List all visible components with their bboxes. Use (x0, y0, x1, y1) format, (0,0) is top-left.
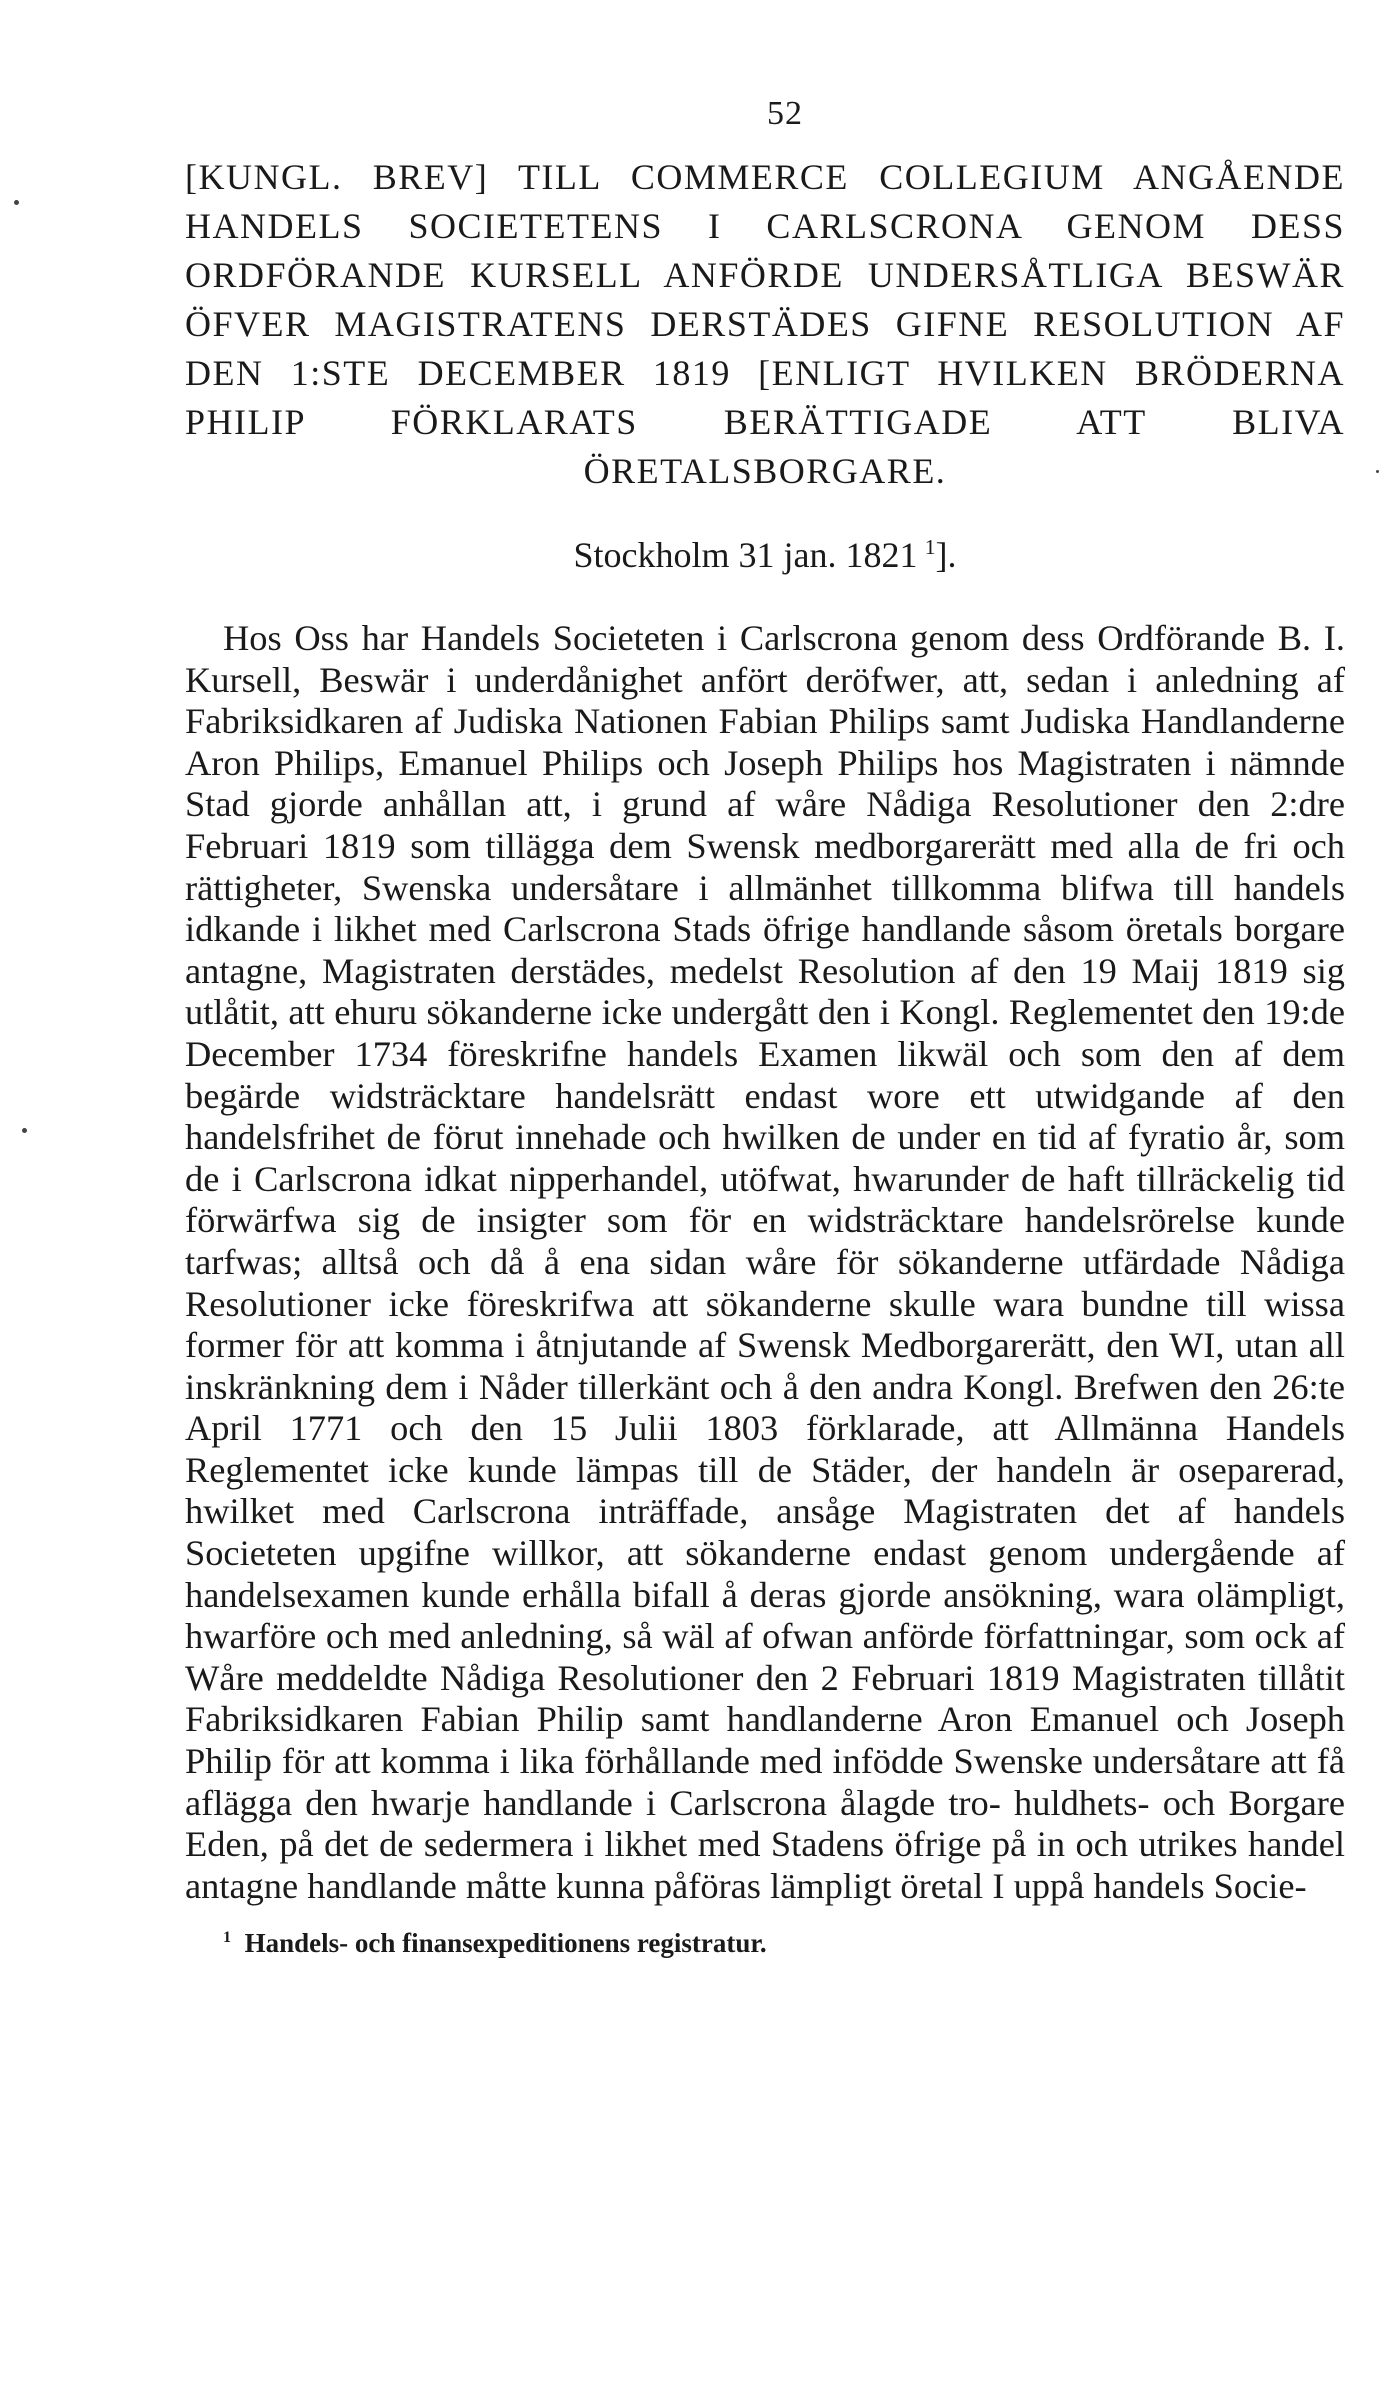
footnote-marker: 1 (223, 1928, 232, 1947)
footnote (223, 1925, 1345, 1961)
dateline-footnote-marker: 1 (924, 535, 936, 559)
footnote-text: Handels- och finansexpeditionens registratur. (244, 1928, 767, 1959)
body-paragraph: Hos Oss har Handels Societeten i Carlscrona genom dess Ordförande B. I. Kursell, Beswär i underdånighet anfört deröfwer, att, sedan i anledning af Fabriksidkaren af Judiska Nationen Fabian Philips samt Judiska Handlanderne Aron Philips, Emanuel Philips och Joseph Philips hos Magistraten i nämnde Stad gjorde anhållan att, i grund af wåre Nådiga Resolutioner den 2:dre Februari 1819 som tillägga dem Swensk medborgarerätt med alla de fri och rättigheter, Swenska undersåtare i allmänhet tillkomma blifwa till handels idkande i likhet med Carlscrona Stads öfrige handlande såsom öretals borgare antagne, Magistraten derstädes, medelst Resolution af den 19 Maij 1819 sig utlåtit, att ehuru sökanderne icke undergått den i Kongl. Reglementet den 19:de December 1734 föreskrifne handels Examen likwäl och som den af dem begärde widsträcktare handelsrätt endast wore ett utwidgande af den handelsfrihet de förut innehade och hwilken de under en tid af fyratio år, som de i Carlscrona idkat nipperhandel, utöfwat, hwarunder de haft tillräckelig tid förwärfwa sig de insigter som för en widsträcktare handelsrörelse kunde tarfwas; alltså och då å ena sidan wåre för sökanderne utfärdade Nådiga Resolutioner icke föreskrifwa att sökanderne skulle wara bundne till wissa former för att komma i åtnjutande af Swensk Medborgarerätt, den WI, utan all inskränkning dem i Nåder tillerkänt och å den andra Kongl. Brefwen den 26:te April 1771 och den 15 Julii 1803 förklarade, att Allmänna Handels Reglementet icke kunde lämpas till de Städer, der handeln är oseparerad, hwilket med Carlscrona inträffade, ansåge Magistraten det af handels Societeten upgifne willkor, att sökanderne endast genom undergående af handelsexamen kunde erhålla bifall å deras gjorde ansökning, wara olämpligt, hwarföre och med anledning, så wäl af ofwan anförde författningar, som ock af Wåre meddeldte Nådiga Resolutioner den 2 Februari 1819 Magistraten tillåtit Fabriksidkaren Fabian Philip samt handlanderne Aron Emanuel och Joseph Philip för att komma i lika förhållande med infödde Swenske undersåtare att få aflägga den hwarje handlande i Carlscrona ålagde tro- huldhets- och Borgare Eden, på det de sedermera i likhet med Stadens öfrige på in och utrikes handel antagne handlande måtte kunna påföras lämpligt öretal I uppå handels Socie- (185, 618, 1345, 1906)
dateline (185, 530, 1345, 580)
paper-speck (1376, 470, 1379, 473)
paper-speck (14, 200, 19, 205)
page-number: 52 (767, 95, 803, 132)
paper-speck (22, 1128, 27, 1133)
dateline-closing: ]. (935, 535, 957, 575)
document-page (185, 95, 1345, 1961)
document-heading: [KUNGL. BREV] TILL COMMERCE COLLEGIUM ANGÅENDE HANDELS SOCIETETENS I CARLSCRONA GENOM DESS ORDFÖRANDE KURSELL ANFÖRDE UNDERSÅTLIGA BESWÄR ÖFVER MAGISTRATENS DERSTÄDES GIFNE RESOLUTION AF DEN 1:STE DECEMBER 1819 [ENLIGT HVILKEN BRÖDERNA PHILIP FÖRKLARATS BERÄTTIGADE ATT BLIVA ÖRETALSBORGARE. (185, 157, 1345, 491)
dateline-text: Stockholm 31 jan. 1821 (573, 535, 918, 575)
